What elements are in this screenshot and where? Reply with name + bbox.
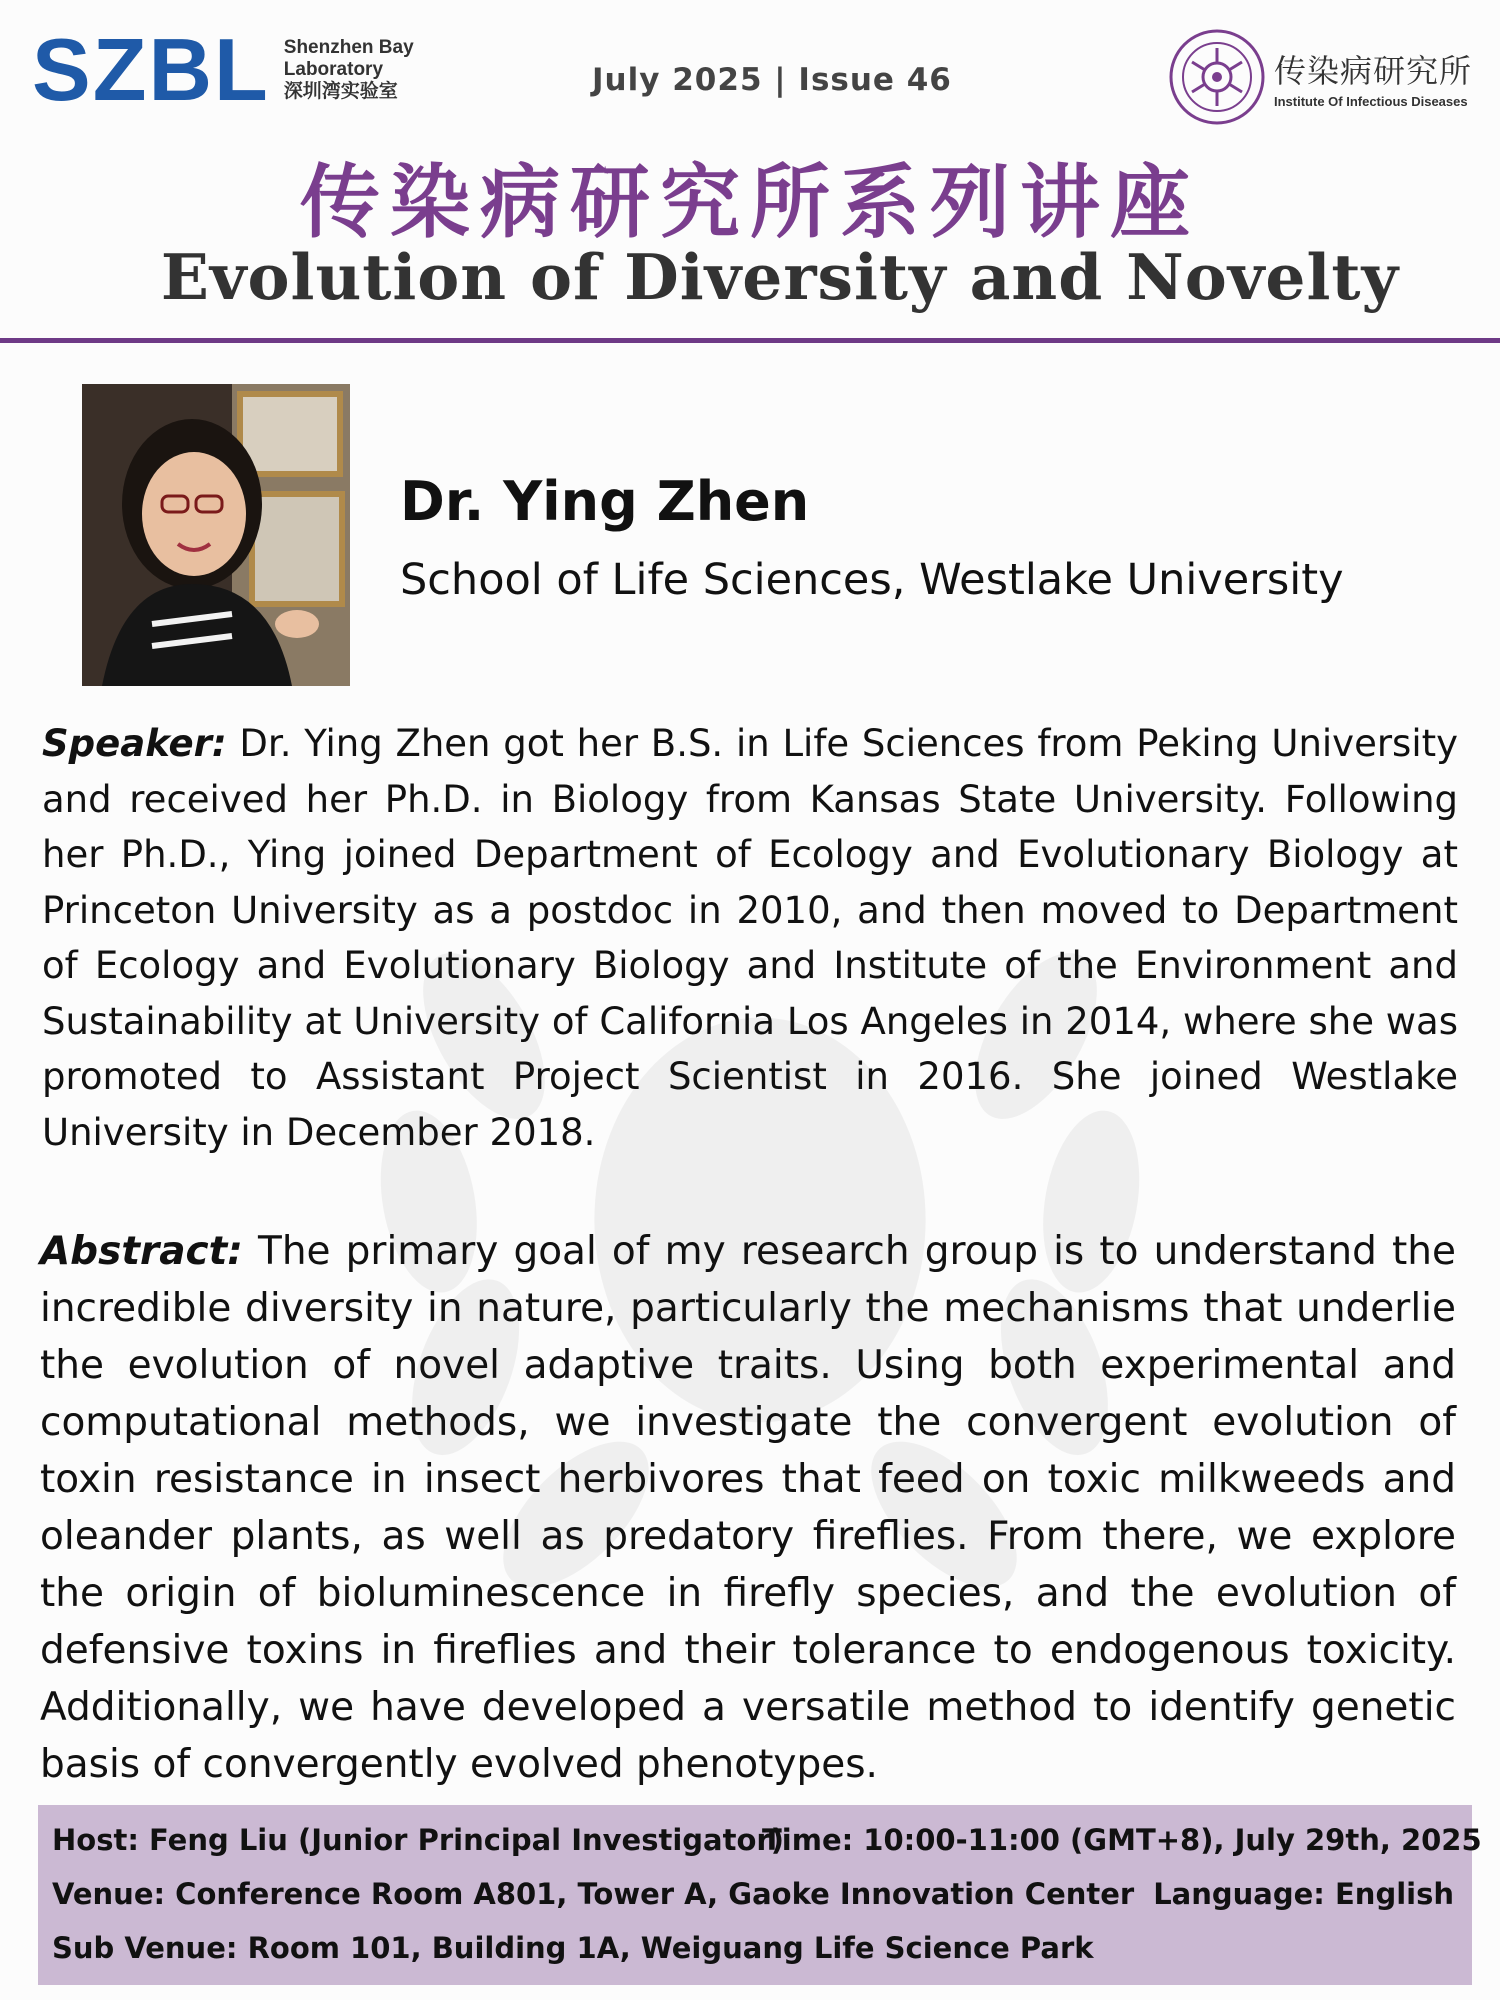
szbl-logo-line-3: 深圳湾实验室 <box>283 81 398 102</box>
institute-name-en: Institute Of Infectious Diseases <box>1274 93 1468 109</box>
abstract-label: Abstract: <box>40 1229 243 1274</box>
speaker-bio-label: Speaker: <box>42 722 227 765</box>
sub-venue-info: Sub Venue: Room 101, Building 1A, Weiguang Life Science Park <box>52 1931 1094 1965</box>
institute-logo <box>1168 28 1472 126</box>
abstract-text: The primary goal of my research group is to understand the incredible diversity in nature, particularly the mechanisms that underlie the evolution of novel adaptive traits. Using both experimental and computational methods, we investigate the convergent evolution of toxin resistance in insect herbivores that feed on toxic milkweeds and oleander plants, as well as predatory fireflies. From there, we explore the origin of bioluminescence in firefly species, and the evolution of defensive toxins in fireflies and their tolerance to endogenous toxicity. Additionally, we have developed a versatile method to identify genetic basis of convergently evolved phenotypes. <box>40 1229 1456 1787</box>
header-divider <box>0 338 1500 343</box>
lecture-title: Evolution of Diversity and Novelty <box>160 240 1400 314</box>
szbl-logo-mark: SZBL <box>32 20 270 119</box>
speaker-name: Dr. Ying Zhen <box>400 470 810 533</box>
speaker-bio-text: Dr. Ying Zhen got her B.S. in Life Sciences from Peking University and received her Ph.D. in Biology from Kansas State University. Following her Ph.D., Ying joined Department of Ecology and Evolutionary Biology at Princeton University as a postdoc in 2010, and then moved to Department of Ecology and Evolutionary Biology and Institute of the Environment and Sustainability at University of California Los Angeles in 2014, where she was promoted to Assistant Project Scientist in 2016. She joined Westlake University in December 2018. <box>42 722 1459 1154</box>
poster-header <box>0 0 1500 345</box>
speaker-bio <box>42 716 1458 1160</box>
institute-name-cn: 传染病研究所 <box>1274 51 1473 90</box>
language-info: Language: English <box>1153 1877 1454 1911</box>
event-info-box <box>38 1805 1482 1985</box>
speaker-photo <box>82 384 350 686</box>
szbl-logo-text <box>284 37 414 103</box>
speaker-affiliation: School of Life Sciences, Westlake University <box>400 555 1344 605</box>
szbl-logo-line-2: Laboratory <box>283 59 384 80</box>
host-info: Host: Feng Liu (Junior Principal Investigator) <box>52 1823 784 1857</box>
institute-seal-icon <box>1168 28 1266 126</box>
szbl-logo-line-1: Shenzhen Bay <box>283 37 414 58</box>
szbl-logo <box>32 20 414 119</box>
venue-info: Venue: Conference Room A801, Tower A, Gaoke Innovation Center <box>52 1877 1135 1911</box>
abstract <box>40 1223 1456 1793</box>
issue-line: July 2025 | Issue 46 <box>592 62 952 98</box>
series-title-cn: 传染病研究所系列讲座 <box>300 155 1200 249</box>
time-info: Time: 10:00-11:00 (GMT+8), July 29th, 2025 <box>762 1823 1482 1857</box>
